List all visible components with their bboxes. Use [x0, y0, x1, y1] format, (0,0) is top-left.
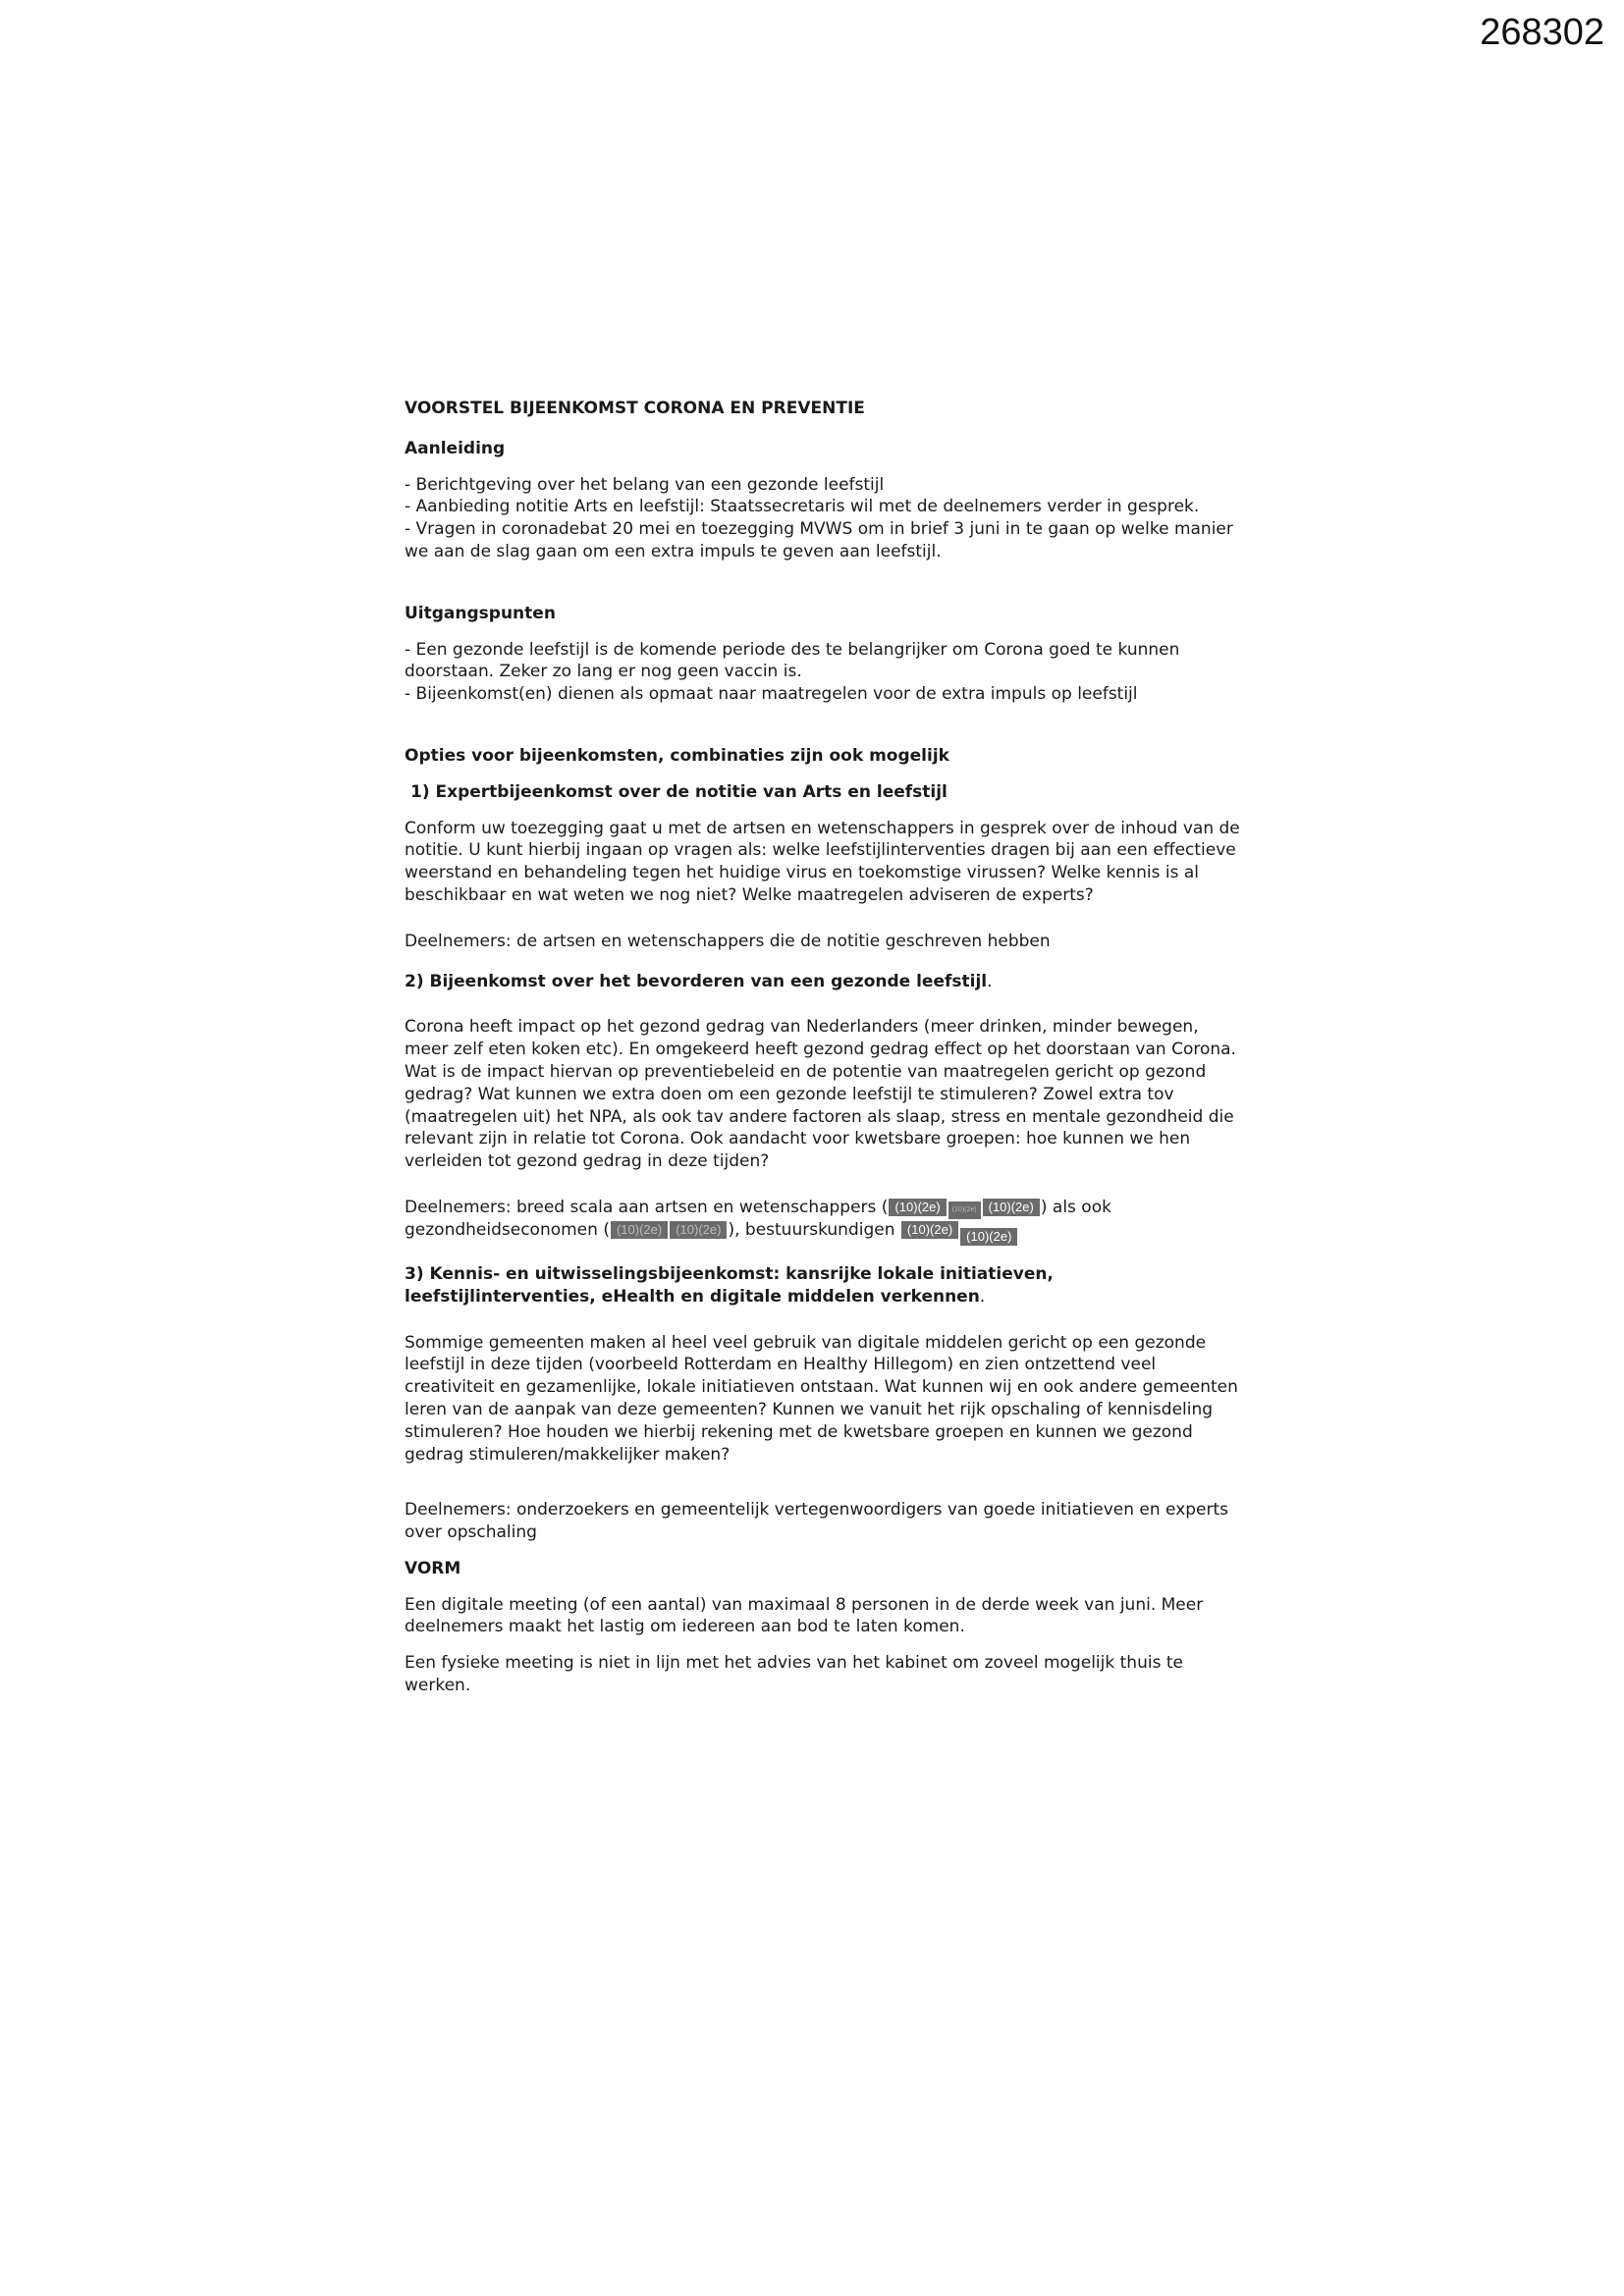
aanleiding-line: - Berichtgeving over het belang van een gezonde leefstijl	[405, 474, 885, 495]
option2-participants-mid3: ), bestuurskundigen	[728, 1219, 895, 1240]
redaction-box: (10)(2e)	[670, 1221, 727, 1239]
redaction-box: (10)(2e)	[611, 1221, 668, 1239]
option3-participants: Deelnemers: onderzoekers en gemeentelijk vertegenwoordigers van goede initiatieven en experts over opschaling	[405, 1500, 1229, 1543]
option2-body: Corona heeft impact op het gezond gedrag van Nederlanders (meer drinken, minder bewegen, meer zelf eten koken etc). En omgekeerd heeft gezond gedrag effect op het doorstaan van Corona. Wat is de impact hiervan op preventiebeleid en de potentie van maatregelen gericht op gezond gedrag? Wat kunnen we extra doen om een gezonde leefstijl te stimuleren? Zowel extra tov (maatregelen uit) het NPA, als ook tav andere factoren als slaap, stress en mentale gezondheid die relevant zijn in relatie tot Corona. Ook aandacht voor kwetsbare groepen: hoe kunnen we hen verleiden tot gezond gedrag in deze tijden?	[405, 1017, 1236, 1172]
document-page	[405, 398, 1244, 1697]
aanleiding-list	[405, 474, 1244, 563]
option2-heading-text: 2) Bijeenkomst over het bevorderen van een gezonde leefstijl	[405, 971, 988, 991]
option3-heading-line2: leefstijlinterventies, eHealth en digitale middelen verkennen	[405, 1286, 980, 1307]
option2-heading	[405, 971, 1244, 993]
redaction-box: (10)(2e)	[889, 1199, 946, 1216]
option1-body: Conform uw toezegging gaat u met de artsen en wetenschappers in gesprek over de inhoud van de notitie. U kunt hierbij ingaan op vragen als: welke leefstijlinterventies dragen bij aan een effectieve weerstand en behandeling tegen het huidige virus en toekomstige virussen? Welke kennis is al beschikbaar en wat weten we nog niet? Welke maatregelen adviseren de experts?	[405, 818, 1240, 905]
option2-participants-prefix: Deelnemers: breed scala aan artsen en wetenschappers (	[405, 1197, 889, 1217]
option3-heading-suffix: .	[979, 1286, 986, 1307]
document-title: VOORSTEL BIJEENKOMST CORONA EN PREVENTIE	[405, 399, 865, 418]
redaction-box: (10)(2e)	[960, 1228, 1017, 1246]
option3-heading-line1: 3) Kennis- en uitwisselingsbijeenkomst: kansrijke lokale initiatieven,	[405, 1263, 1054, 1284]
option2-participants	[405, 1197, 1244, 1246]
aanleiding-heading: Aanleiding	[405, 438, 506, 458]
aanleiding-line: - Vragen in coronadebat 20 mei en toezegging MVWS om in brief 3 juni in te gaan op welke manier we aan de slag gaan om een extra impuls te geven aan leefstijl.	[405, 519, 1233, 561]
option2-participants-mid1: ) als ook	[1040, 1197, 1111, 1217]
redaction-box: (10)(2e)	[983, 1199, 1040, 1216]
option1-heading: 1) Expertbijeenkomst over de notitie van Arts en leefstijl	[410, 781, 947, 802]
uitgangspunten-line: - Een gezonde leefstijl is de komende periode des te belangrijker om Corona goed te kunnen doorstaan. Zeker zo lang er nog geen vaccin is.	[405, 639, 1180, 682]
redaction-box: (10)(2e)	[901, 1221, 958, 1239]
option2-heading-suffix: .	[987, 971, 993, 991]
document-number: 268302	[1480, 12, 1604, 53]
aanleiding-line: - Aanbieding notitie Arts en leefstijl: Staatssecretaris wil met de deelnemers verder in gesprek.	[405, 497, 1200, 517]
uitgangspunten-list	[405, 639, 1244, 706]
option2-participants-mid2: gezondheidseconomen (	[405, 1219, 610, 1240]
vorm-paragraph: Een fysieke meeting is niet in lijn met het advies van het kabinet om zoveel mogelijk thuis te werken.	[405, 1653, 1183, 1696]
option3-heading	[405, 1263, 1244, 1308]
vorm-paragraph: Een digitale meeting (of een aantal) van maximaal 8 personen in de derde week van juni. Meer deelnemers maakt het lastig om iedereen aan bod te laten komen.	[405, 1594, 1204, 1637]
uitgangspunten-heading: Uitgangspunten	[405, 603, 556, 623]
option1-participants: Deelnemers: de artsen en wetenschappers die de notitie geschreven hebben	[405, 931, 1051, 951]
opties-heading: Opties voor bijeenkomsten, combinaties zijn ook mogelijk	[405, 745, 949, 766]
option3-body: Sommige gemeenten maken al heel veel gebruik van digitale middelen gericht op een gezonde leefstijl in deze tijden (voorbeeld Rotterdam en Healthy Hillegom) en zien ontzettend veel creativiteit en gezamenlijke, lokale initiatieven ontstaan. Wat kunnen wij en ook andere gemeenten leren van de aanpak van deze gemeenten? Kunnen we vanuit het rijk opschaling of kennisdeling stimuleren? Hoe houden we hierbij rekening met de kwetsbare groepen en kunnen we gezond gedrag stimuleren/makkelijker maken?	[405, 1332, 1238, 1465]
uitgangspunten-line: - Bijeenkomst(en) dienen als opmaat naar maatregelen voor de extra impuls op leefstijl	[405, 684, 1138, 705]
redaction-box: (10)(2e)	[948, 1201, 981, 1219]
vorm-heading: VORM	[405, 1558, 461, 1578]
